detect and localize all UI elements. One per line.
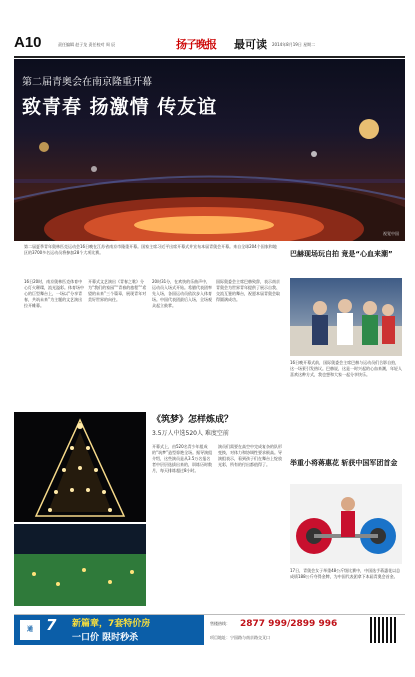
sidebar-headline-weightlifting: 举重小将蒋惠花 斩获中国军团首金 [290,459,398,467]
lead-paragraph: 第二届夏季青年奥林匹克运动会16日晚在江苏省南京市隆重开幕。国家主席习近平出席开幕式并宣布本届青奥会开幕。来自全球204个国家和地区的3700多名运动员将参加28个大项比赛。 [24,244,277,255]
sub-article-headline: 《筑梦》怎样炼成？ [152,415,234,425]
sub-article-column-1: 开幕式上，由520名青少年组成的“筑梦”造型惊艳全场。据导演组介绍，这些演员是从3.5万名报名者中层层选拔出来的，训练历时数月，每天排练超过8小时。 [152,444,213,473]
ad-phone: 2877 999/2899 996 [240,619,338,629]
hero-kicker: 第二届青奥会在南京隆重开幕 [22,77,152,88]
page-header [14,30,405,56]
light-tree-illustration [14,412,146,522]
qr-code-icon [370,617,396,643]
ad-subline: 一口价 限时秒杀 [72,633,139,643]
body-column-4: 国际奥委会主席巴赫致辞，表示南京青奥会为世界青年提供了展示自我、交流互鉴的舞台，祝愿本届青奥会取得圆满成功。 [216,279,280,302]
sidebar-headline-selfie: 巴赫现场玩自拍 竟是“心血来潮” [290,250,393,258]
sub-article-deck: 3.5万人中选520人 难度空前 [152,430,229,437]
ad-address: 项目地址：宁国路与南京路交叉口 [210,635,270,640]
ad-big-number: 7 [46,616,57,634]
performance-photo [14,412,146,522]
body-column-2: 开幕式文艺演出《青春之歌》分为“我们的家园”“青春的旅程”“希望的未来”三个篇章，展现青年对美好世界的向往。 [88,279,147,302]
section-name: 最可读 [234,38,267,51]
editor-credits: 责任编辑 赵子龙 责任校对 周 辰 [58,42,116,47]
ad-logo: 通 [20,620,40,640]
field-photo [14,524,146,606]
weightlifter-illustration [290,484,402,564]
advertisement-banner [14,614,405,645]
ad-left-panel [14,615,204,645]
sidebar-body-weightlifting: 17日，青奥会女子举重48公斤级比赛中，中国选手蒋惠花以总成绩188公斤夺得金牌，为中国代表团拿下本届青奥会首金。 [290,568,401,579]
ad-hotline-label: 售楼热线： [210,621,230,626]
newspaper-logo: 扬子晚报 [176,38,216,51]
body-column-3: 20时31分，在欢快的乐曲声中，运动员入场式开始。希腊代表团率先入场，各国运动员依次步入体育场。中国代表团最后入场，全场观众起立鼓掌。 [152,279,212,308]
body-column-1: 16日20时，南京奥林匹克体育中心灯火璀璨，流光溢彩。体育场中心的巨型舞台上，一场以“分享青春，共筑未来”为主题的文艺演出拉开帷幕。 [24,279,84,308]
page-number: A10 [14,34,42,51]
selfie-illustration [290,278,402,356]
field-illustration [14,524,146,606]
issue-date: 2014年8月19日 星期二 [272,42,316,47]
sidebar-body-selfie: 16日晚开幕式前，国际奥委会主席巴赫与运动员们合影自拍，这一场景引发热议。巴赫说，这是一时兴起的心血来潮，年轻人喜欢这种方式，我也想和大家一起分享快乐。 [290,360,402,377]
header-rule [14,56,405,58]
hero-photo [14,59,405,241]
sub-article-column-2: 演员们需要在高空中完成复杂的队形变换，对体力和协调性要求极高。导演组表示，看到孩子们在舞台上绽放光彩，所有的付出都值得了。 [218,444,282,467]
photo-credit: 视觉中国 [383,231,399,236]
hero-headline: 致青春 扬激情 传友谊 [22,96,218,118]
weightlifting-photo [290,484,402,564]
selfie-photo [290,278,402,356]
ad-headline: 新篇章，7套特价房 [72,619,151,629]
